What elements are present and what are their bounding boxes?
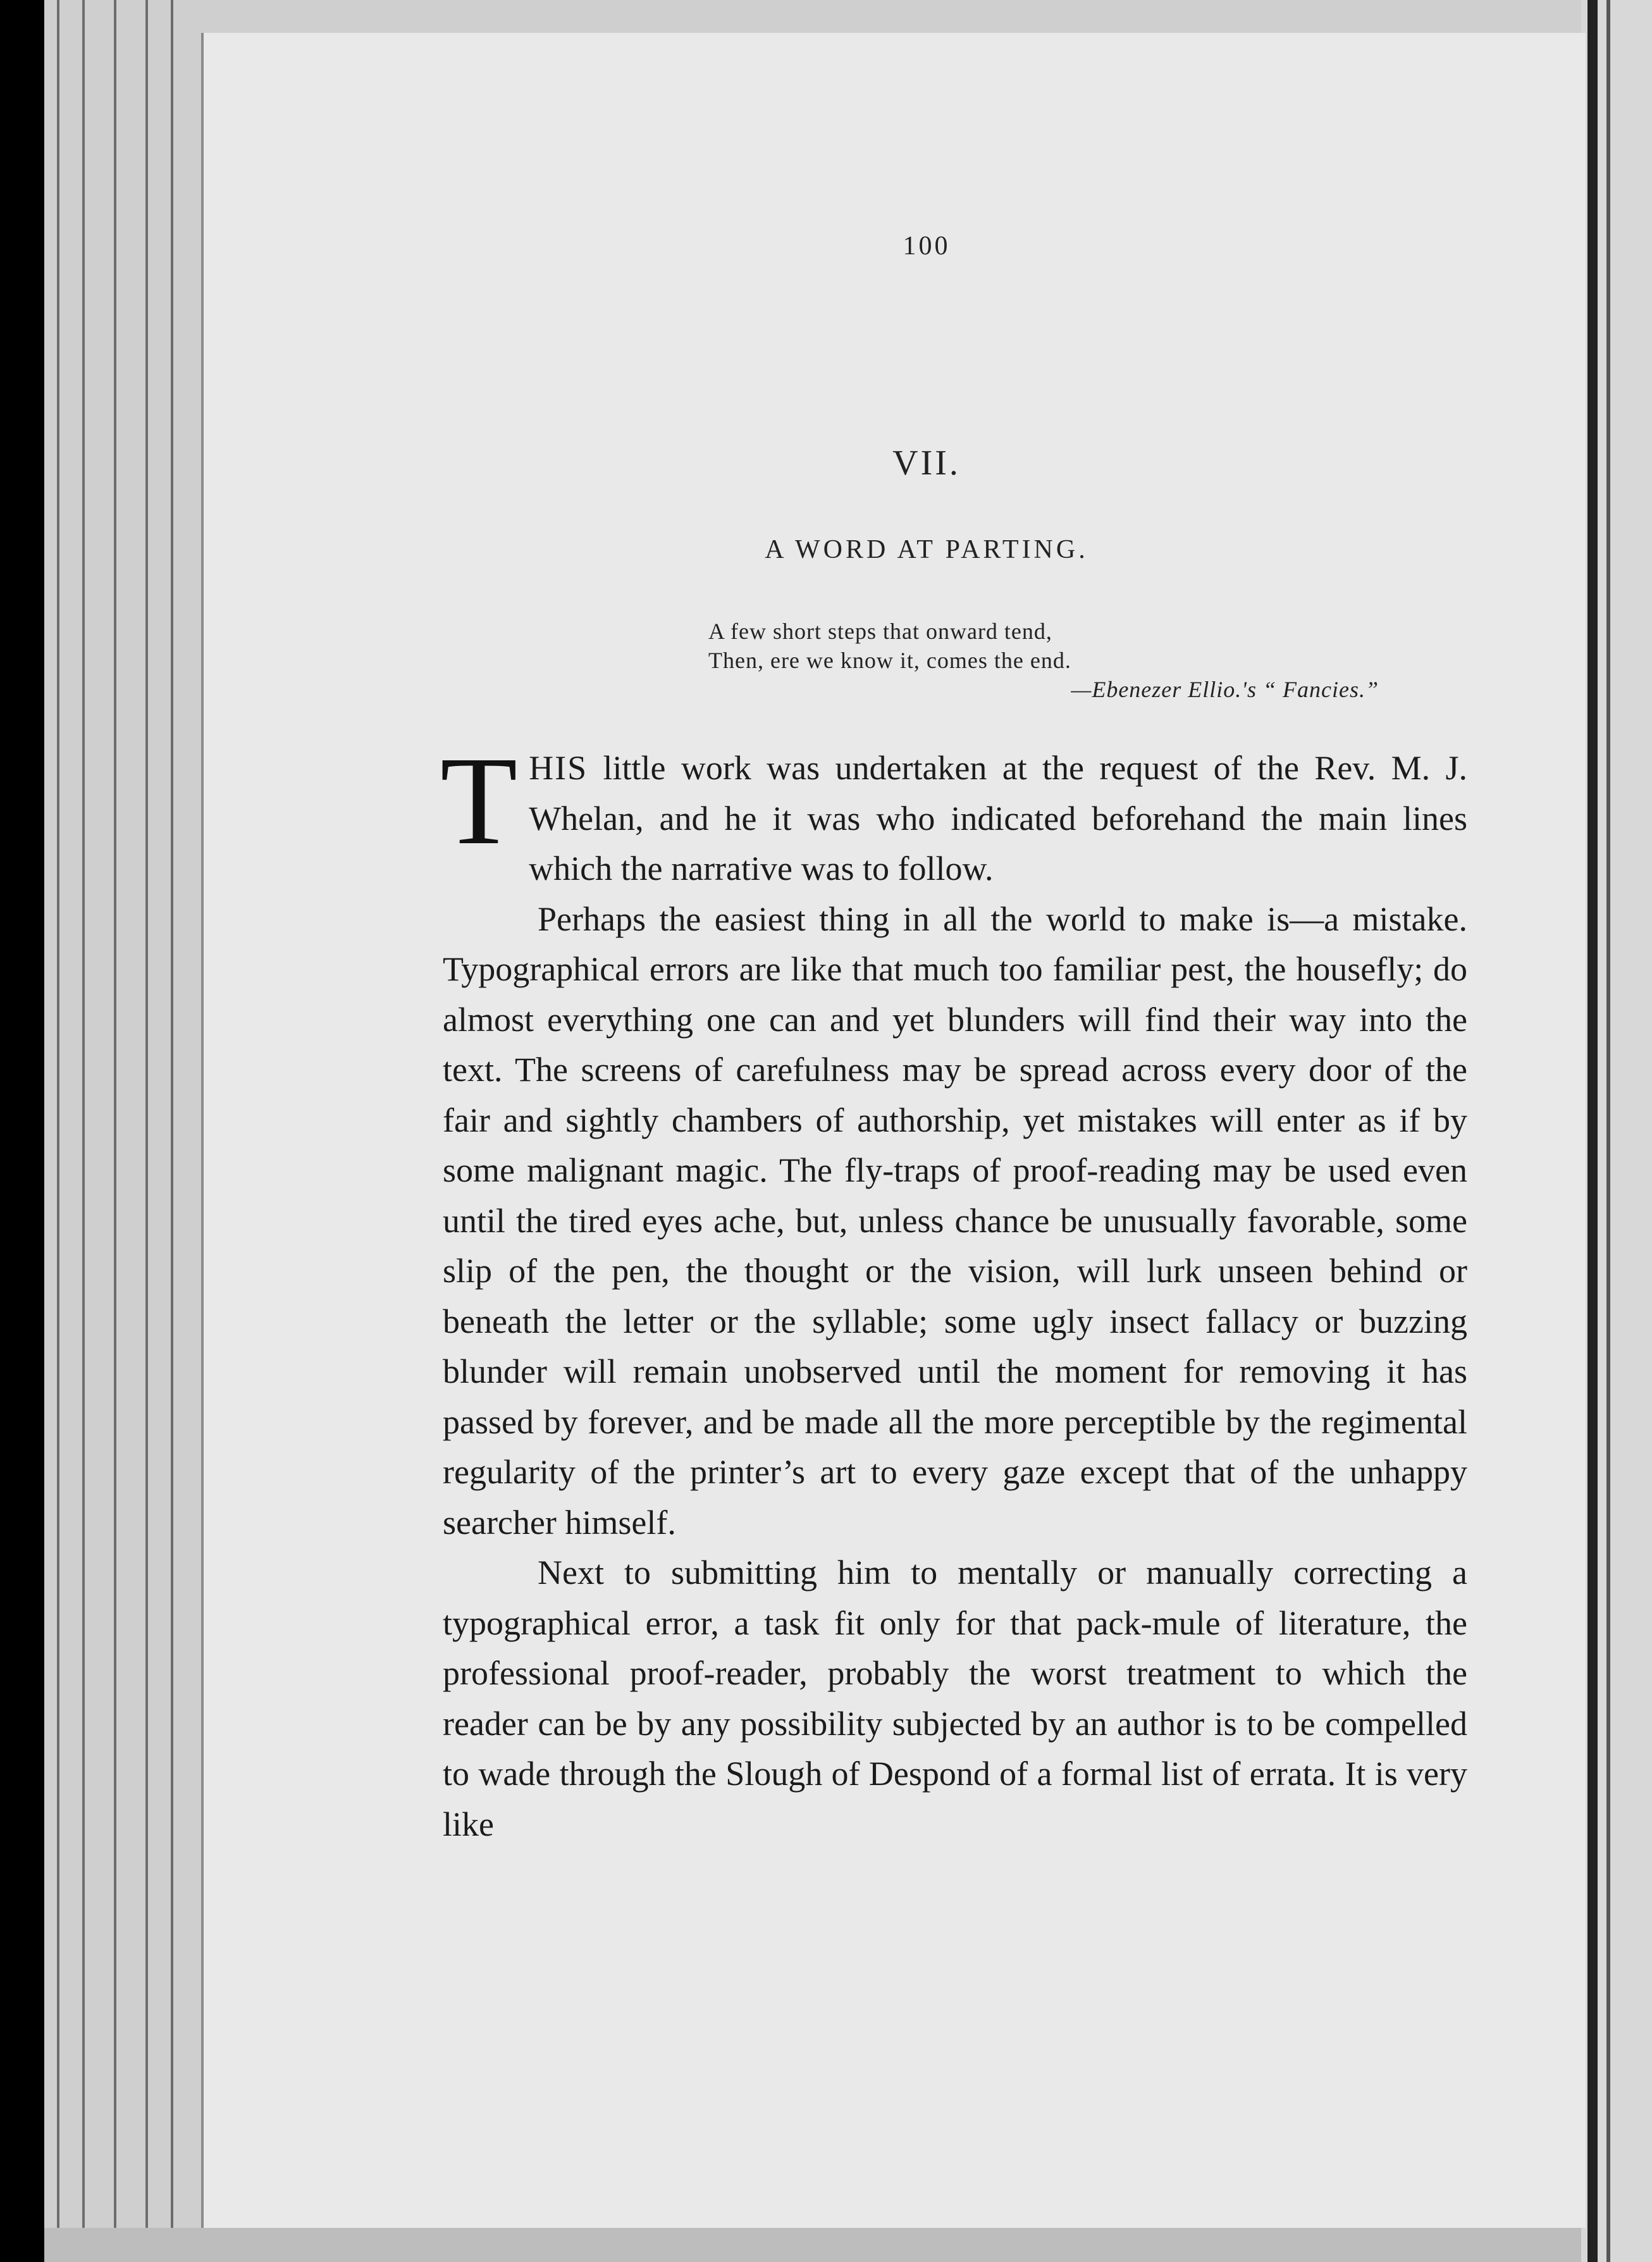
page-edge-line [145,0,148,2262]
paragraph-text: little work was undertaken at the request of the Rev. M. J. Whelan, and he it was who indicated beforehand the main lines which the narrative was to follow. [529,749,1467,887]
book-right-edge [1581,0,1652,2262]
chapter-title: A WORD AT PARTING. [765,535,1088,564]
page-number: 100 [903,232,951,261]
epigraph-line: Then, ere we know it, comes the end. [708,648,1071,673]
epigraph-attribution: —Ebenezer Ellio.'s “ Fancies.” [1071,677,1379,702]
book-bottom-edge [44,2228,1587,2262]
paragraph-1 [440,731,1467,894]
binding-line [1606,0,1610,2262]
page-edge-line [114,0,116,2262]
page-edge-line [171,0,173,2262]
epigraph [708,617,1391,704]
page-edge-line [82,0,85,2262]
epigraph-line: A few short steps that onward tend, [708,619,1052,644]
chapter-number: VII. [892,443,961,483]
page-edge-line [57,0,59,2262]
paragraph-2: Perhaps the easiest thing in all the world to make is—a mistake. Typographical errors are like that much too familiar pest, the housefly; do almost everything one can and yet blunders will find their way into the text. The screens of carefulness may be spread across every door of the fair and sightly chambers of authorship, yet mistakes will enter as if by some malignant magic. The fly-traps of proof-reading may be used even until the tired eyes ache, but, unless chance be unusually favorable, some slip of the pen, the thought or the vision, will lurk unseen behind or beneath the letter or the syllable; some ugly insect fallacy or buzzing blunder will remain unobserved until the moment for removing it has passed by forever, and be made all the more perceptible by the regimental regularity of the printer’s art to every gaze except that of the unhappy searcher himself. [443,899,1467,1542]
binding-shadow [1587,0,1598,2262]
drop-cap: T [440,731,518,871]
small-caps-lead: HIS [529,749,588,787]
paragraph-3: Next to submitting him to mentally or manually correcting a typographical error, a task fit only for that pack-mule of literature, the professional proof-reader, probably the worst treatment to which the reader can be by any possibility subjected by an author is to be compelled to wade through the Slough of Despond of a formal list of errata. It is very like [443,1554,1467,1843]
body-text [440,731,1467,1850]
